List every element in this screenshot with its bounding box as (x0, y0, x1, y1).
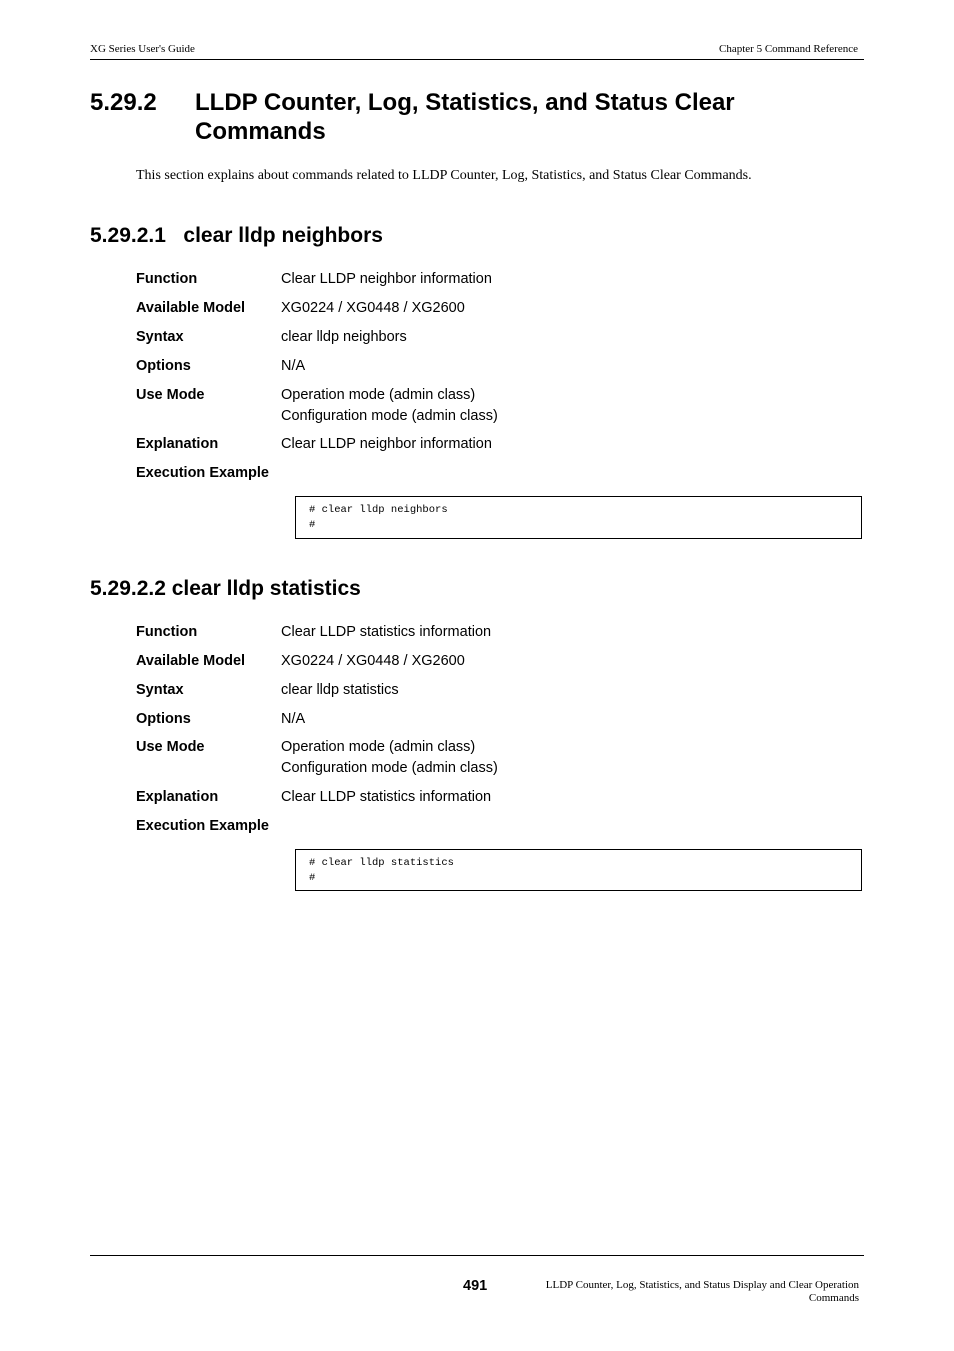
page-number: 491 (463, 1278, 488, 1294)
row-value-use-mode-2: Configuration mode (admin class) (281, 760, 498, 776)
section-number: 5.29.2 (90, 89, 157, 116)
row-label-explanation: Explanation (136, 436, 219, 452)
row-label-explanation: Explanation (136, 789, 219, 805)
row-label-available-model: Available Model (136, 300, 246, 316)
subsection-heading: 5.29.2.2 clear lldp statistics (90, 577, 361, 600)
row-value-syntax: clear lldp statistics (281, 682, 399, 698)
code-line: # (309, 872, 316, 884)
subsection-heading: 5.29.2.1 clear lldp neighbors (90, 224, 383, 247)
running-header-left: XG Series User's Guide (90, 43, 195, 55)
row-value-function: Clear LLDP neighbor information (281, 271, 492, 287)
row-label-syntax: Syntax (136, 329, 184, 345)
row-value-explanation: Clear LLDP statistics information (281, 789, 492, 805)
row-label-use-mode: Use Mode (136, 387, 205, 403)
code-line: # clear lldp neighbors (309, 504, 448, 516)
footer-rule (90, 1255, 864, 1256)
section-intro: This section explains about commands related to LLDP Counter, Log, Statistics, and Status Clear Commands. (136, 168, 752, 183)
section-title: LLDP Counter, Log, Statistics, and Status Clear Commands (195, 89, 735, 145)
row-value-available-model: XG0224 / XG0448 / XG2600 (281, 653, 465, 669)
row-label-function: Function (136, 624, 198, 640)
row-value-available-model: XG0224 / XG0448 / XG2600 (281, 300, 465, 316)
code-example-box (295, 849, 862, 891)
code-line: # (309, 519, 316, 531)
row-value-function: Clear LLDP statistics information (281, 624, 492, 640)
footer-line: LLDP Counter, Log, Statistics, and Status Display and Clear Operation (545, 1279, 859, 1291)
row-label-options: Options (136, 358, 191, 374)
row-value-options: N/A (281, 711, 306, 727)
running-header-right: Chapter 5 Command Reference (719, 43, 858, 55)
row-label-options: Options (136, 711, 191, 727)
code-line: # clear lldp statistics (309, 857, 454, 869)
header-rule (90, 59, 864, 60)
row-label-syntax: Syntax (136, 682, 184, 698)
row-label-execution-example: Execution Example (136, 818, 269, 834)
row-value-use-mode-2: Configuration mode (admin class) (281, 408, 498, 424)
row-value-explanation: Clear LLDP neighbor information (281, 436, 492, 452)
row-label-available-model: Available Model (136, 653, 246, 669)
row-label-function: Function (136, 271, 198, 287)
code-example-box (295, 496, 862, 539)
running-footer-right (459, 1279, 859, 1305)
footer-line: Commands (808, 1292, 859, 1304)
row-label-execution-example: Execution Example (136, 465, 269, 481)
row-label-use-mode: Use Mode (136, 739, 205, 755)
row-value-use-mode: Operation mode (admin class) (281, 739, 476, 755)
row-value-options: N/A (281, 358, 306, 374)
row-value-use-mode: Operation mode (admin class) (281, 387, 476, 403)
row-value-syntax: clear lldp neighbors (281, 329, 407, 345)
